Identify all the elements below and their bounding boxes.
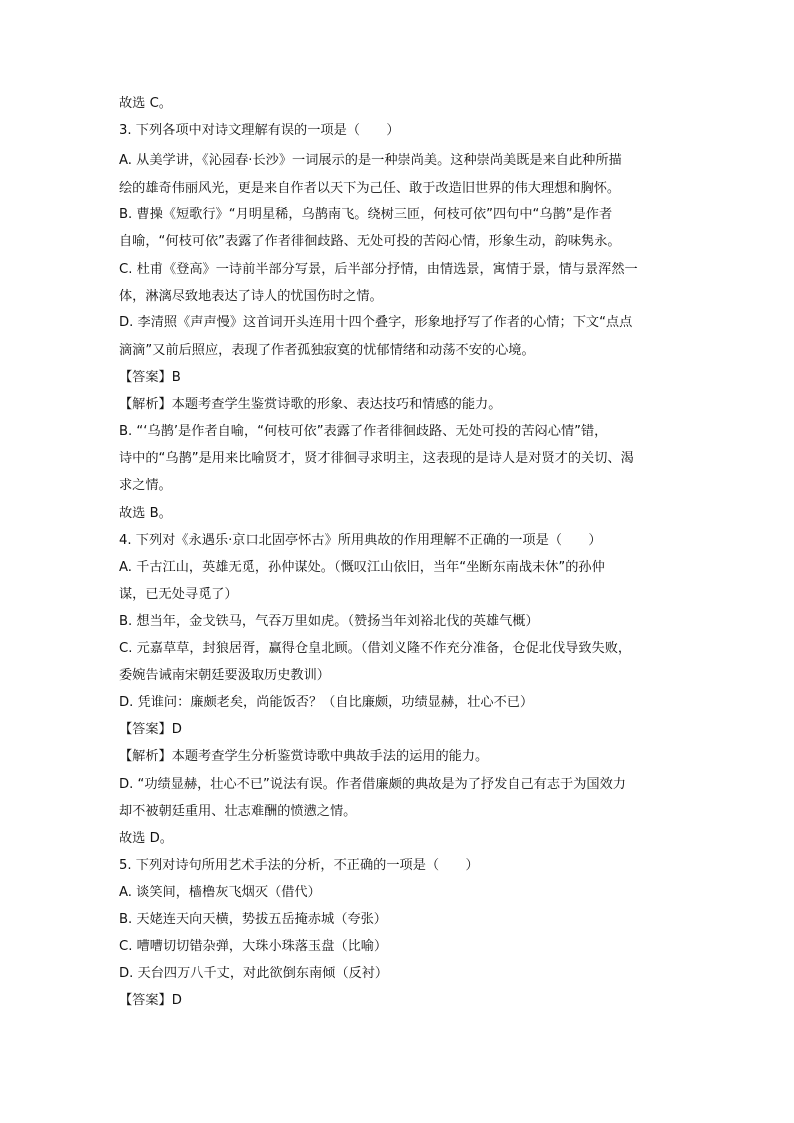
option-c: C. 元嘉草草，封狼居胥，赢得仓皇北顾。（借刘义隆不作充分准备，仓促北伐导致失败， — [119, 641, 632, 656]
option-a: A. 从美学讲，《沁园春·长沙》一词展示的是一种崇尚美。这种崇尚美既是来自此种所描 — [119, 153, 622, 168]
option-b: B. 想当年，金戈铁马，气吞万里如虎。（赞扬当年刘裕北伐的英雄气概） — [119, 614, 539, 629]
text-line: 谋，已无处寻觅了） — [119, 587, 238, 602]
option-d: D. 天台四万八千丈，对此欲倒东南倾（反衬） — [119, 966, 389, 981]
text-line: 体，淋漓尽致地表达了诗人的忧国伤时之情。 — [119, 289, 383, 304]
text-line: 滴滴”又前后照应，表现了作者孤独寂寞的忧郁情绪和动荡不安的心境。 — [119, 343, 535, 358]
text-line: 委婉告诫南宋朝廷要汲取历史教训） — [119, 668, 330, 683]
analysis-text: 诗中的“乌鹊”是用来比喻贤才，贤才徘徊寻求明主，这表现的是诗人是对贤才的关切、渴 — [119, 451, 634, 466]
option-d: D. 李清照《声声慢》这首词开头连用十四个叠字，形象地抒写了作者的心情；下文“点点 — [119, 315, 633, 330]
text-line: 自喻，“何枝可依”表露了作者徘徊歧路、无处可投的苦闷心情，形象生动，韵味隽永。 — [119, 234, 621, 249]
answer-label: 【答案】D — [119, 993, 182, 1008]
question-4: 4. 下列对《永遇乐·京口北固亭怀古》所用典故的作用理解不正确的一项是（ ） — [119, 533, 602, 548]
option-a: A. 谈笑间，樯橹灰飞烟灭（借代） — [119, 885, 321, 900]
option-a: A. 千古江山，英雄无觅，孙仲谋处。（慨叹江山依旧，当年“坐断东南战未休”的孙仲 — [119, 560, 605, 575]
option-b: B. 曹操《短歌行》“月明星稀，乌鹊南飞。绕树三匝，何枝可依”四句中“乌鹊”是作者 — [119, 207, 613, 222]
analysis-text: 求之情。 — [119, 478, 172, 493]
text-line: 绘的雄奇伟丽风光，更是来自作者以天下为己任、敢于改造旧世界的伟大理想和胸怀。 — [119, 181, 621, 196]
answer-label: 【答案】B — [119, 370, 181, 385]
answer-label: 【答案】D — [119, 722, 182, 737]
text-line: 故选 D。 — [119, 831, 173, 846]
analysis-text: D. “功绩显赫，壮心不已”说法有误。作者借廉颇的典故是为了抒发自己有志于为国效力 — [119, 777, 626, 792]
option-b: B. 天姥连天向天横，势拔五岳掩赤城（夸张） — [119, 912, 387, 927]
text-line: 故选 B。 — [119, 506, 172, 521]
analysis-label: 【解析】本题考查学生分析鉴赏诗歌中典故手法的运用的能力。 — [119, 749, 489, 764]
question-5: 5. 下列对诗句所用艺术手法的分析，不正确的一项是（ ） — [119, 858, 479, 873]
analysis-text: B. “‘乌鹊’是作者自喻，“何枝可依”表露了作者徘徊歧路、无处可投的苦闷心情”错， — [119, 424, 608, 439]
text-line: 故选 C。 — [119, 96, 172, 111]
option-d: D. 凭谁问：廉颇老矣，尚能饭否？（自比廉颇，功绩显赫，壮心不已） — [119, 695, 534, 710]
option-c: C. 嘈嘈切切错杂弹，大珠小珠落玉盘（比喻） — [119, 939, 388, 954]
analysis-text: 却不被朝廷重用、壮志难酬的愤懑之情。 — [119, 804, 357, 819]
option-c: C. 杜甫《登高》一诗前半部分写景，后半部分抒情，由情选景，寓情于景，情与景浑然一 — [119, 262, 638, 277]
question-3: 3. 下列各项中对诗文理解有误的一项是（ ） — [119, 123, 400, 138]
analysis-label: 【解析】本题考查学生鉴赏诗歌的形象、表达技巧和情感的能力。 — [119, 397, 502, 412]
